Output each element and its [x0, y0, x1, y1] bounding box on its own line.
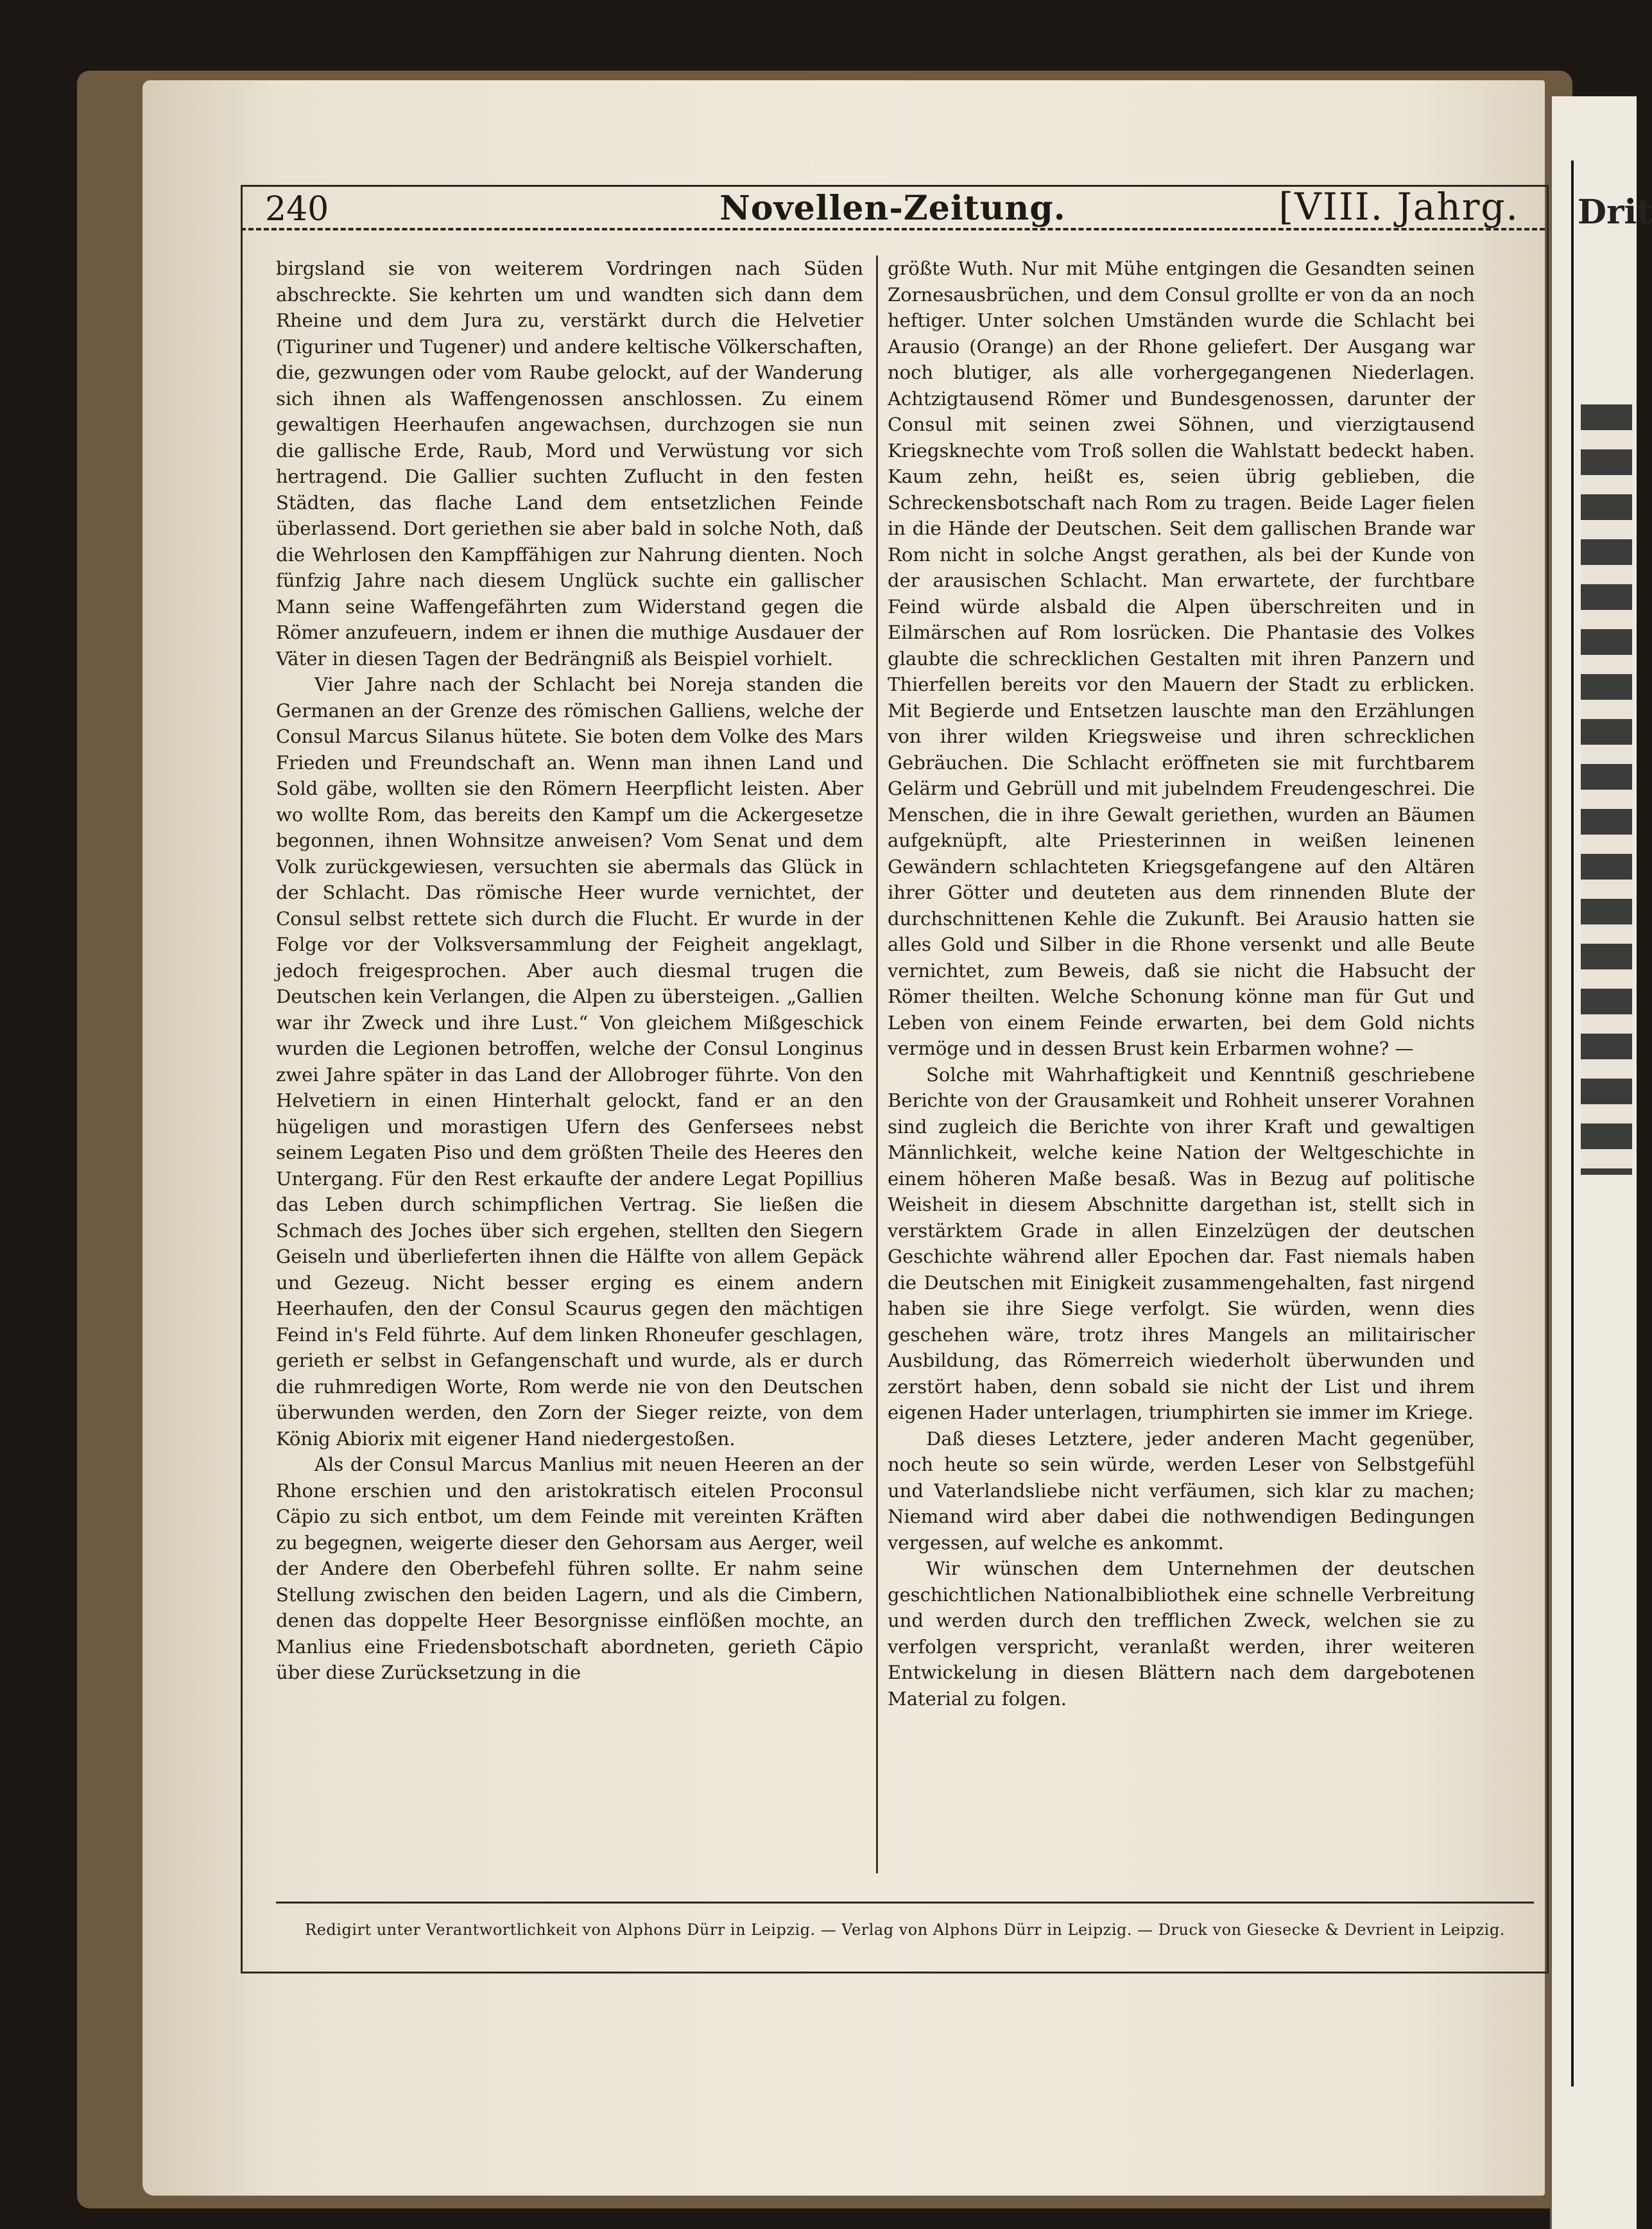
- paragraph: Daß dieses Letztere, jeder anderen Macht gegenüber, noch heute so sein würde, werden Leser von Selbstgefühl und Vaterlandsliebe nicht verfäumen, sich klar zu machen; Niemand wird aber dabei die nothwendigen Bedingungen vergessen, auf welche es ankommt.: [888, 1427, 1475, 1554]
- paragraph: Solche mit Wahrhaftigkeit und Kenntniß geschriebene Berichte von der Grausamkeit und Rohheit unserer Vorahnen sind zugleich die Berichte von ihrer Kraft und gewaltigen Männlichkeit, welche keine Nation der Weltgeschichte in einem höheren Maße besaß. Was in Bezug auf politische Weisheit in diesem Abschnitte dargethan ist, stellt sich in verstärktem Grade in allen Einzelzügen der deutschen Geschichte während aller Epochen dar. Fast niemals haben die Deutschen mit Einigkeit zusammengehalten, fast nirgend haben sie ihre Siege verfolgt. Sie würden, wenn dies geschehen wäre, trotz ihres Mangels an militairischer Ausbildung, das Römerreich wiederholt überwunden und zerstört haben, denn sobald sie nicht der List und ihrem eigenen Hader unterlagen, triumphirten sie immer im Kriege.: [888, 1063, 1475, 1423]
- text-column-right: [888, 256, 1475, 1899]
- column-divider: [876, 256, 878, 1873]
- page-header: [241, 185, 1545, 231]
- paragraph: Als der Consul Marcus Manlius mit neuen Heeren an der Rhone erschien und den aristokratisch eitelen Proconsul Cäpio zu sich entbot, um dem Feinde mit vereinten Kräften zu begegnen, weigerte dieser den Gehorsam aus Aerger, weil der Andere den Oberbefehl führen sollte. Er nahm seine Stellung zwischen den beiden Lagern, und als die Cimbern, denen das doppelte Heer Besorgnisse einflößen mochte, an Manlius eine Friedensbotschaft abordneten, gerieth Cäpio über diese Zurücksetzung in die: [276, 1453, 863, 1683]
- facing-page-ornament: [1581, 404, 1632, 1175]
- paragraph: Wir wünschen dem Unternehmen der deutschen geschichtlichen Nationalbibliothek eine schnelle Verbreitung und werden durch den trefflichen Zweck, welchen sie zu verfolgen verspricht, veranlaßt werden, ihrer weiteren Entwickelung in diesen Blättern nach dem dargebotenen Material zu folgen.: [888, 1557, 1475, 1710]
- facing-page-heading: Drit: [1578, 193, 1652, 232]
- header-rule: [241, 228, 1545, 230]
- volume-label: [VIII. Jahrg.: [1278, 185, 1519, 229]
- paragraph: birgsland sie von weiterem Vordringen nach Süden abschreckte. Sie kehrten um und wandten sich dann dem Rheine und dem Jura zu, verstärkt durch die Helvetier (Tiguriner und Tugener) und andere keltische Völkerschaften, die, gezwungen oder vom Raube gelockt, auf der Wanderung sich ihnen als Waffengenossen anschlossen. Zu einem gewaltigen Heerhaufen angewachsen, durchzogen sie nun die gallische Erde, Raub, Mord und Verwüstung vor sich hertragend. Die Gallier suchten Zuflucht in den festen Städten, das flache Land dem entsetzlichen Feinde überlassend. Dort geriethen sie aber bald in solche Noth, daß die Wehrlosen den Kampffähigen zur Nahrung dienten. Noch fünfzig Jahre nach diesem Unglück suchte ein gallischer Mann seine Waffengefährten zum Widerstand gegen die Römer anzufeuern, indem er ihnen die muthige Ausdauer der Väter in diesen Tagen der Bedrängniß als Beispiel vorhielt.: [276, 257, 863, 670]
- facing-page: [1550, 96, 1652, 2229]
- paragraph: größte Wuth. Nur mit Mühe entgingen die Gesandten seinen Zornesausbrüchen, und dem Consul grollte er von da an noch heftiger. Unter solchen Umständen wurde die Schlacht bei Arausio (Orange) an der Rhone geliefert. Der Ausgang war noch blutiger, als alle vorhergegangenen Niederlagen. Achtzigtausend Römer und Bundesgenossen, darunter der Consul mit seinen zwei Söhnen, und vierzigtausend Kriegsknechte vom Troß sollen die Wahlstatt bedeckt haben. Kaum zehn, heißt es, seien übrig geblieben, die Schreckensbotschaft nach Rom zu tragen. Beide Lager fielen in die Hände der Deutschen. Seit dem gallischen Brande war Rom nicht in solche Angst gerathen, als bei der Kunde von der arausischen Schlacht. Man erwartete, der furchtbare Feind würde alsbald die Alpen überschreiten und in Eilmärschen auf Rom losrücken. Die Phantasie des Volkes glaubte die schrecklichen Gestalten mit ihren Panzern und Thierfellen bereits vor den Mauern der Stadt zu erblicken. Mit Begierde und Entsetzen lauschte man den Erzählungen von ihrer wilden Kriegsweise und ihren schrecklichen Gebräuchen. Die Schlacht eröffneten sie mit furchtbarem Gelärm und Gebrüll und mit jubelndem Freudengeschrei. Die Menschen, die in ihre Gewalt geriethen, wurden an Bäumen aufgeknüpft, alte Priesterinnen in weißen leinenen Gewändern schlachteten Kriegsgefangene auf den Altären ihrer Götter und deuteten aus dem rinnenden Blute der durchschnittenen Kehle die Zukunft. Bei Arausio hatten sie alles Gold und Silber in die Rhone versenkt und alle Beute vernichtet, zum Beweis, daß sie nicht die Habsucht der Römer theilten. Welche Schonung könne man für Gut und Leben von einem Feinde erwarten, bei dem Gold nichts vermöge und in dessen Brust kein Erbarmen wohne? —: [888, 257, 1475, 1059]
- paragraph: Vier Jahre nach der Schlacht bei Noreja standen die Germanen an der Grenze des römischen Galliens, welche der Consul Marcus Silanus hütete. Sie boten dem Volke des Mars Frieden und Freundschaft an. Wenn man ihnen Land und Sold gäbe, wollten sie den Römern Heerpflicht leisten. Aber wo wollte Rom, das bereits den Kampf um die Ackergesetze begonnen, ihnen Wohnsitze anweisen? Vom Senat und dem Volk zurückgewiesen, versuchten sie abermals das Glück in der Schlacht. Das römische Heer wurde vernichtet, der Consul selbst rettete sich durch die Flucht. Er wurde in der Folge vor der Volksversammlung der Feigheit angeklagt, jedoch freigesprochen. Aber auch diesmal trugen die Deutschen kein Verlangen, die Alpen zu übersteigen. „Gallien war ihr Zweck und ihre Lust.“ Von gleichem Mißgeschick wurden die Legionen betroffen, welche der Consul Longinus zwei Jahre später in das Land der Allobroger führte. Von den Helvetiern in einen Hinterhalt gelockt, fand er an den hügeligen und morastigen Ufern des Genfersees nebst seinem Legaten Piso und dem größten Theile des Heeres den Untergang. Für den Rest erkaufte der andere Legat Popillius das Leben durch schimpflichen Vertrag. Sie ließen die Schmach des Joches über sich ergehen, stellten den Siegern Geiseln und überlieferten ihnen die Hälfte von allem Gepäck und Gezeug. Nicht besser erging es einem andern Heerhaufen, den der Consul Scaurus gegen den mächtigen Feind in's Feld führte. Auf dem linken Rhoneufer geschlagen, gerieth er selbst in Gefangenschaft und wurde, als er durch die ruhmredigen Worte, Rom werde nie von den Deutschen überwunden werden, den Zorn der Sieger reizte, von dem König Abiorix mit eigener Hand niedergestoßen.: [276, 673, 863, 1450]
- imprint-footer: Redigirt unter Verantwortlichkeit von Alphons Dürr in Leipzig. — Verlag von Alphons Dürr in Leipzig. — Druck von Giesecke & Devrient in Leipzig.: [305, 1921, 1505, 1939]
- journal-title: Novellen-Zeitung.: [719, 189, 1066, 228]
- footer-rule: [276, 1902, 1534, 1904]
- facing-page-rule: [1571, 160, 1574, 2086]
- page-number: 240: [265, 190, 329, 229]
- text-column-left: [276, 256, 863, 1899]
